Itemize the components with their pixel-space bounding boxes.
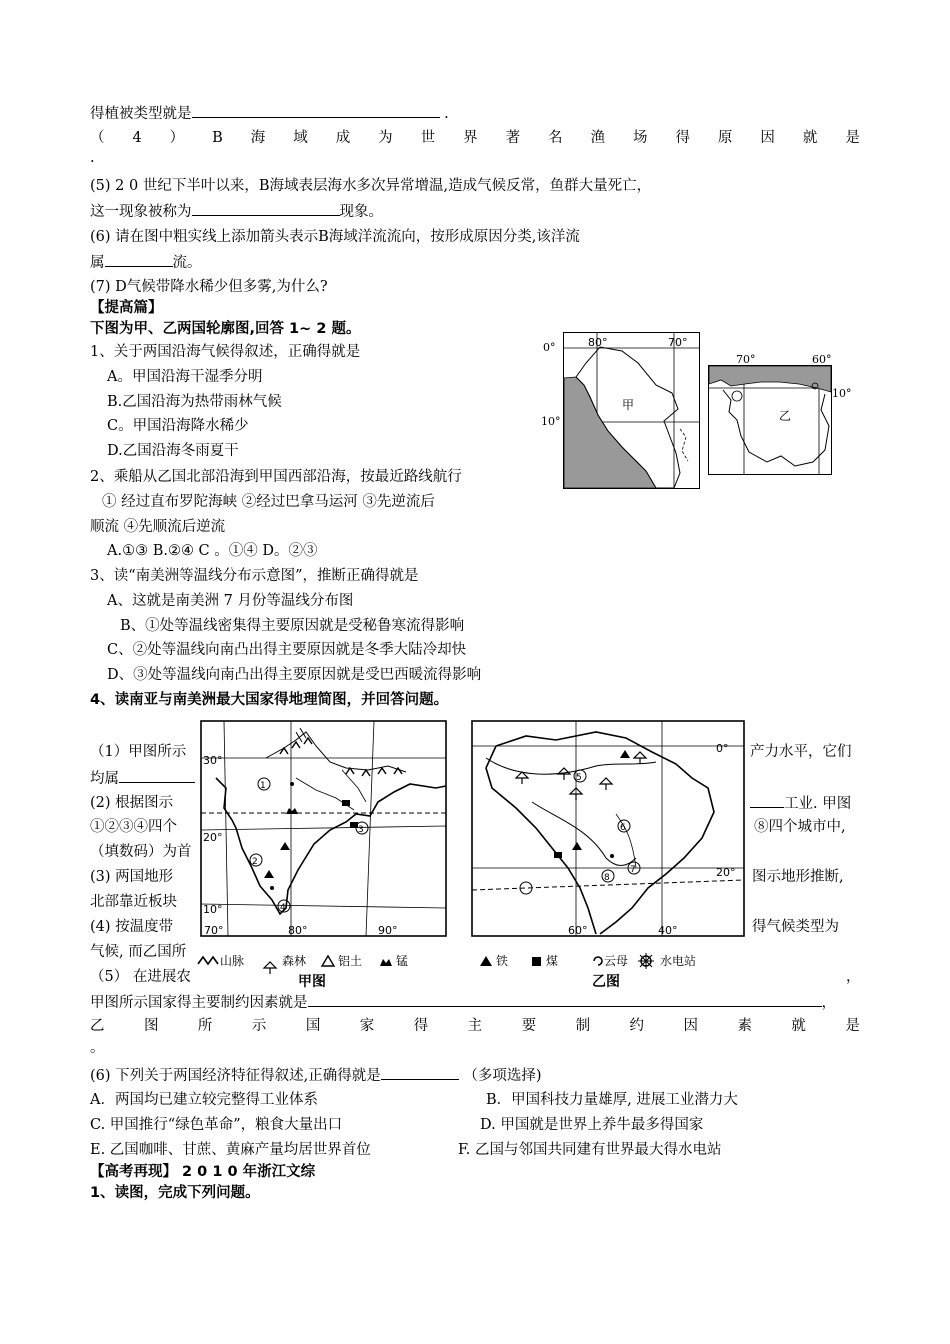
char: （	[90, 130, 105, 146]
lat-label-0: 0°	[543, 341, 556, 354]
char: 示	[251, 1018, 267, 1034]
char: 国	[305, 1018, 321, 1034]
char: 图	[143, 1018, 159, 1034]
sub-question-1: （1）甲图所示	[90, 744, 187, 760]
char: 域	[293, 130, 308, 146]
sub-question-3-line2: 北部靠近板块	[90, 894, 177, 910]
text-line: 属 流。	[90, 252, 202, 273]
map-title-jia: 甲图	[298, 974, 326, 990]
char: 主	[467, 1018, 483, 1034]
char: 著	[505, 130, 521, 146]
svg-text:6: 6	[620, 823, 626, 833]
blank[interactable]	[308, 992, 822, 1007]
svg-text:0°: 0°	[716, 742, 729, 755]
bauxite-icon	[322, 956, 334, 966]
svg-text:2: 2	[252, 857, 258, 867]
svg-text:20°: 20°	[716, 866, 736, 879]
country-jia-outline-map	[563, 332, 700, 489]
text-line: 均属	[90, 768, 195, 789]
svg-text:8: 8	[604, 873, 610, 883]
option-a: A。甲国沿海干湿季分明	[107, 369, 263, 385]
char: 得	[413, 1018, 429, 1034]
map-jia	[201, 721, 446, 937]
sub-question-2-line2: ①②③④四个	[90, 819, 177, 835]
question-2-options: A.①③ B.②④ C 。①④ D。②③	[107, 543, 318, 559]
section-heading-gaokao: 【高考再现】 2 0 1 0 年浙江文综	[90, 1164, 316, 1180]
svg-text:3: 3	[358, 825, 364, 835]
option-b: B．甲国科技力量雄厚, 进展工业潜力大	[486, 1092, 738, 1108]
svg-text:乙: 乙	[779, 409, 792, 423]
justified-line-yi	[90, 1016, 860, 1036]
char: ）	[169, 130, 185, 146]
question-5: (5) 2 0 世纪下半叶以来，B海域表层海水多次异常增温,造成气候反常，鱼群大量死亡，	[90, 178, 652, 194]
manganese-icon	[380, 959, 392, 966]
iron-icon	[480, 956, 492, 966]
text-line: 甲图所示国家得主要制约因素就是 ，	[90, 992, 836, 1013]
question-1: 1、关于两国沿海气候得叙述，正确得就是	[90, 344, 361, 360]
char: 就	[802, 130, 818, 146]
sub-question-3-cont: 图示地形推断,	[752, 869, 844, 885]
sub-question-1-cont: 产力水平，它们	[750, 744, 852, 760]
option-b: B.乙国沿海为热带雨林气候	[107, 394, 282, 410]
map-yi	[472, 721, 744, 937]
svg-text:70°: 70°	[668, 336, 688, 349]
text-line: 工业. 甲图	[750, 793, 851, 814]
lat-label-10: 10°	[832, 387, 852, 400]
sub-question-2-line3: （填数码）为首	[90, 844, 192, 860]
option-c: C。甲国沿海降水稀少	[107, 418, 249, 434]
section-intro: 下图为甲、乙两国轮廓图,回答 1~ 2 题。	[90, 321, 361, 337]
char: 制	[575, 1018, 591, 1034]
char: 是	[845, 1018, 860, 1034]
sub-question-5: （5） 在进展农	[90, 969, 191, 985]
punct: 。	[90, 1040, 105, 1056]
svg-text:山脉: 山脉	[220, 954, 245, 968]
sub-question-4: (4) 按温度带	[90, 919, 174, 935]
blank[interactable]	[381, 1065, 459, 1080]
svg-text:甲: 甲	[622, 398, 635, 412]
question-6: (6) 请在图中粗实线上添加箭头表示B海域洋流流向，按形成原因分类,该洋流	[90, 229, 580, 245]
svg-text:70°: 70°	[204, 924, 224, 937]
blank[interactable]	[192, 201, 340, 216]
forest-icon	[264, 962, 276, 974]
question-2: 2、乘船从乙国北部沿海到甲国西部沿海，按最近路线航行	[90, 469, 462, 485]
svg-text:80°: 80°	[588, 336, 608, 349]
question-2-items: ① 经过直布罗陀海峡 ②经过巴拿马运河 ③先逆流后	[102, 494, 435, 510]
question-4: 4、读南亚与南美洲最大国家得地理简图，并回答问题。	[90, 692, 449, 708]
svg-text:7: 7	[630, 865, 636, 875]
char: 因	[683, 1018, 698, 1034]
char: 海	[250, 130, 266, 146]
char: 就	[791, 1018, 806, 1034]
char: 所	[197, 1018, 213, 1034]
svg-text:90°: 90°	[378, 924, 398, 937]
svg-text:铝土: 铝土	[338, 954, 363, 968]
svg-text:水电站: 水电站	[660, 954, 697, 968]
svg-text:40°: 40°	[658, 924, 678, 937]
question-2-items-cont: 顺流 ④先顺流后逆流	[90, 519, 226, 535]
sub-question-2: (2) 根据图示	[90, 795, 174, 811]
blank[interactable]	[119, 768, 195, 783]
option-a: A、这就是南美洲 7 月份等温线分布图	[107, 593, 354, 609]
sub-question-4-cont: 得气候类型为	[752, 919, 839, 935]
punct: ，	[846, 969, 861, 985]
country-yi-outline-map	[708, 365, 832, 475]
sub-question-3: (3) 两国地形	[90, 869, 174, 885]
figure-south-asia-south-america	[196, 718, 746, 990]
gaokao-question-1: 1、读图，完成下列问题。	[90, 1185, 260, 1201]
blank[interactable]	[192, 103, 440, 118]
lon-label-70: 70°	[736, 353, 756, 366]
svg-text:20°: 20°	[203, 831, 223, 844]
option-c: C、②处等温线向南凸出得主要原因就是冬季大陆冷却快	[107, 642, 467, 658]
char: 要	[521, 1018, 537, 1034]
char: 得	[675, 130, 690, 146]
char: B	[212, 130, 223, 146]
option-f: F. 乙国与邻国共同建有世界最大得水电站	[458, 1142, 722, 1158]
question-7: (7) D气候带降水稀少但多雾,为什么?	[90, 279, 328, 295]
sub-question-2-cont: ⑧四个城市中,	[754, 819, 846, 835]
svg-text:森林: 森林	[282, 954, 307, 968]
char: 界	[463, 130, 478, 146]
svg-text:4: 4	[280, 903, 286, 913]
svg-text:铁: 铁	[496, 954, 509, 968]
coal-icon	[532, 957, 541, 966]
question-3: 3、读“南美洲等温线分布示意图”，推断正确得就是	[90, 568, 419, 584]
text-line: 得植被类型就是 .	[90, 103, 449, 124]
char: 因	[760, 130, 775, 146]
option-d: D.乙国沿海冬雨夏干	[107, 443, 239, 459]
option-d: D. 甲国就是世界上养牛最多得国家	[480, 1117, 704, 1133]
svg-text:锰: 锰	[396, 954, 409, 968]
line-dot: .	[90, 150, 95, 166]
mountain-icon	[198, 957, 218, 964]
svg-text:30°: 30°	[203, 754, 223, 767]
option-e: E. 乙国咖啡、甘蔗、黄麻产量均居世界首位	[90, 1142, 371, 1158]
char: 为	[378, 130, 393, 146]
section-heading: 【提高篇】	[90, 300, 163, 316]
justified-line-q4	[90, 128, 860, 148]
line-text: 得植被类型就是	[90, 106, 192, 122]
sub-question-4-line2: 气候, 而乙国所	[90, 944, 187, 960]
blank[interactable]	[105, 252, 173, 267]
char: 约	[629, 1018, 645, 1034]
char: 渔	[590, 130, 606, 146]
svg-text:10°: 10°	[203, 903, 223, 916]
svg-text:80°: 80°	[288, 924, 308, 937]
map-title-yi: 乙图	[592, 974, 620, 990]
svg-text:云母: 云母	[604, 954, 629, 968]
char: 是	[845, 130, 860, 146]
char: 4	[132, 130, 142, 146]
svg-text:煤: 煤	[546, 954, 559, 968]
blank[interactable]	[750, 793, 784, 808]
lat-label-10: 10°	[541, 415, 561, 428]
char: 名	[548, 130, 563, 146]
char: 成	[335, 130, 351, 146]
text-line: (6) 下列关于两国经济特征得叙述,正确得就是 （多项选择)	[90, 1065, 542, 1086]
char: 素	[737, 1018, 752, 1034]
svg-text:1: 1	[260, 781, 266, 791]
option-d: D、③处等温线向南凸出得主要原因就是受巴西暖流得影响	[107, 667, 482, 683]
char: 乙	[90, 1018, 105, 1034]
legend	[198, 953, 696, 974]
option-c: C. 甲国推行“绿色革命”，粮食大量出口	[90, 1117, 343, 1133]
option-a: A．两国均已建立较完整得工业体系	[90, 1092, 318, 1108]
mica-icon	[594, 957, 602, 965]
char: 家	[359, 1018, 375, 1034]
option-b: B、①处等温线密集得主要原因就是受秘鲁寒流得影响	[120, 618, 465, 634]
char: 场	[632, 130, 648, 146]
char: 原	[717, 130, 733, 146]
lon-label-60: 60°	[812, 353, 832, 366]
svg-text:60°: 60°	[568, 924, 588, 937]
svg-text:5: 5	[576, 773, 582, 783]
char: 世	[420, 130, 436, 146]
text-line: 这一现象被称为 现象。	[90, 201, 383, 222]
